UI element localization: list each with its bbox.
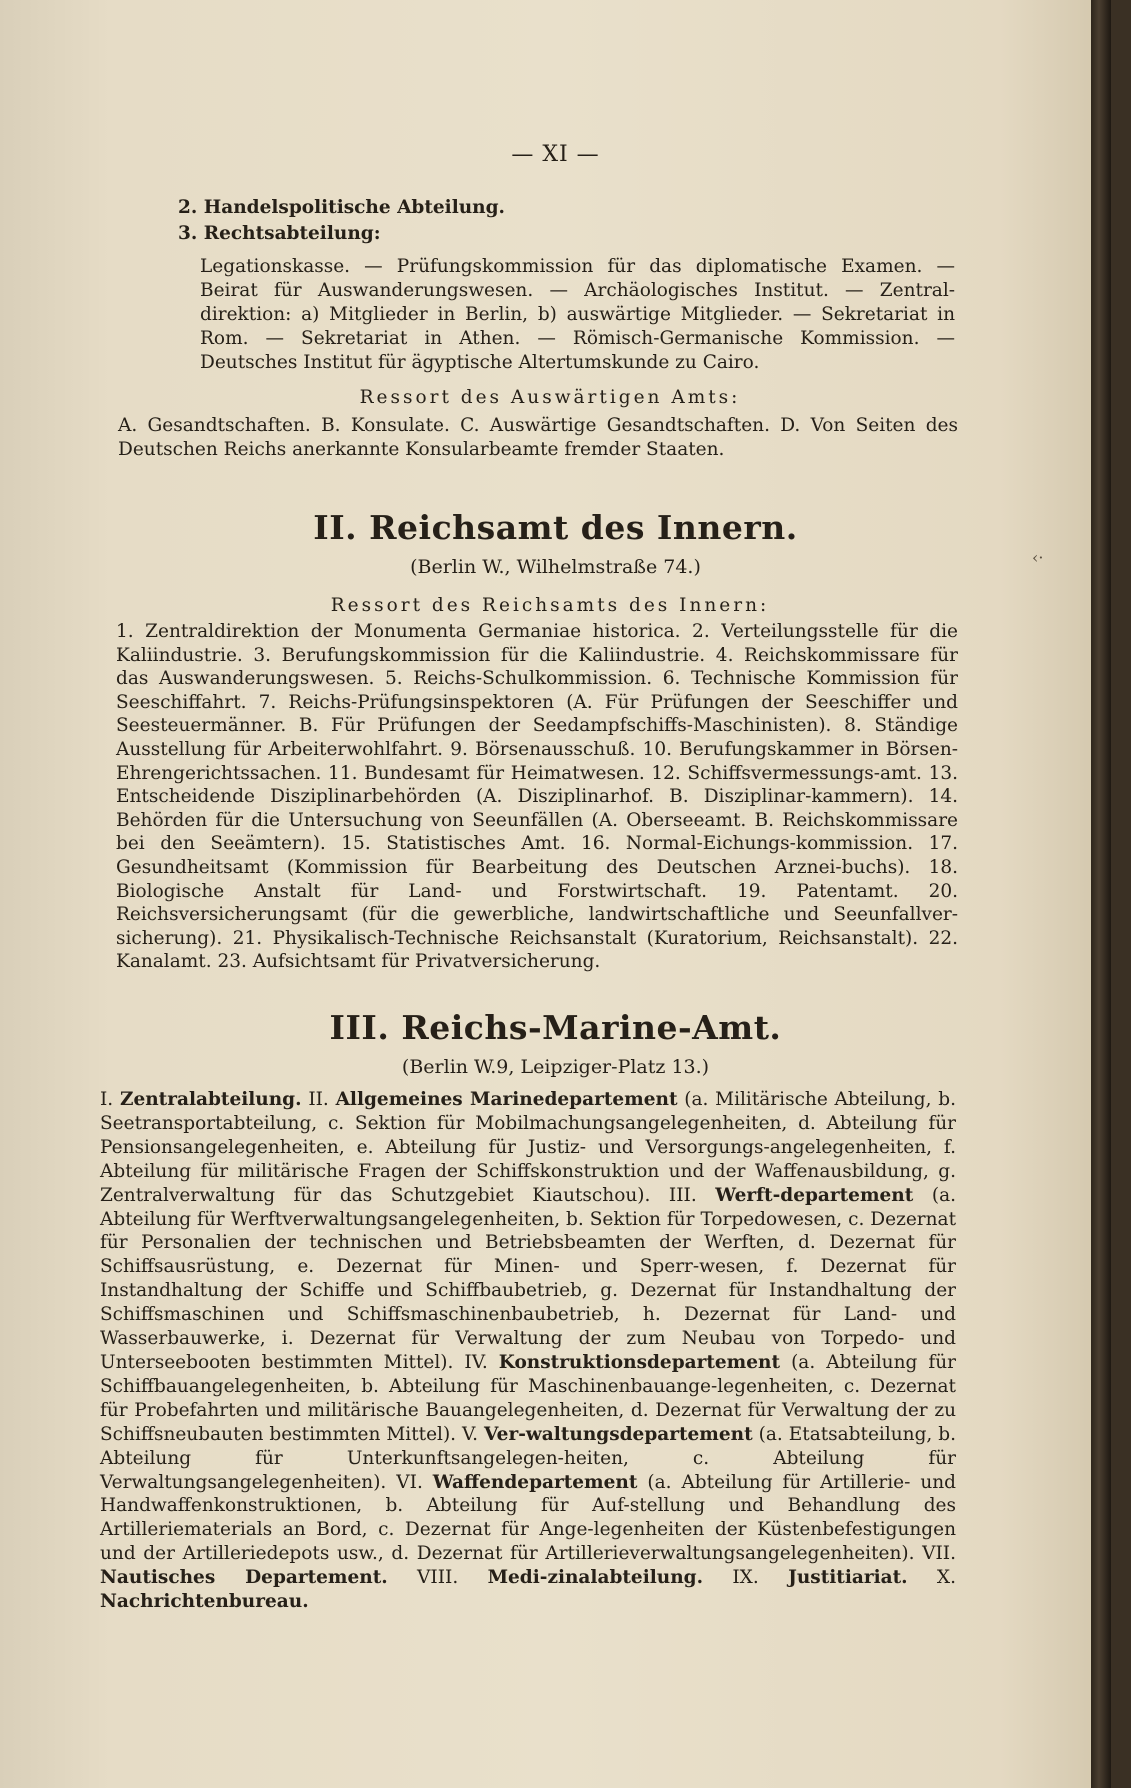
department-text: (a. Abteilung für Schiffbauangelegenheiten, b. Abteilung für Maschinenbauange-legenheiten, c. Dezernat für Probefahrten und militärische Bauangelegenheiten, d. Dezernat für Verwaltung der zu Schiffsneubauten bestimmten Mittel). V. — [100, 1351, 956, 1445]
department-text: II. — [301, 1089, 336, 1110]
margin-mark: ‹· — [1032, 548, 1044, 567]
section-title-reichs-marine-amt: III. Reichs-Marine-Amt. — [329, 1008, 782, 1047]
department-text: IX. — [703, 1567, 789, 1589]
ressort-auswaertiges-amt-heading: Ressort des Auswärtigen Amts: — [359, 387, 741, 408]
page-number: — XI — — [511, 142, 600, 167]
ressort-innern-body: 1. Zentraldirektion der Monumenta Germaniae historica. 2. Verteilungsstelle für die Kaliindustrie. 3. Berufungskommission für die Kaliindustrie. 4. Reichskommissare für das Auswanderungswesen. 5. Reichs-Schulkommission. 6. Technische Kommission für Seeschiffahrt. 7. Reichs-Prüfungsinspektoren (A. Für Prüfungen der Seeschiffer und Seesteuermänner. B. Für Prüfungen der Seedampfschiffs-Maschinisten). 8. Ständige Ausstellung für Arbeiterwohlfahrt. 9. Börsenausschuß. 10. Berufungskammer in Börsen-Ehrengerichtssachen. 11. Bundesamt für Heimatwesen. 12. Schiffsvermessungs-amt. 13. Entscheidende Disziplinarbehörden (A. Disziplinarhof. B. Disziplinar-kammern). 14. Behörden für die Untersuchung von Seeunfällen (A. Oberseeamt. B. Reichskommissare bei den Seeämtern). 15. Statistisches Amt. 16. Normal-Eichungs-kommission. 17. Gesundheitsamt (Kommission für Bearbeitung des Deutschen Arznei-buchs). 18. Biologische Anstalt für Land- und Forstwirtschaft. 19. Patentamt. 20. Reichsversicherungsamt (für die gewerbliche, landwirtschaftliche und Seeunfallver-sicherung). 21. Physikalisch-Technische Reichsanstalt (Kuratorium, Reichsanstalt). 22. Kanalamt. 23. Aufsichtsamt für Privatversicherung. — [116, 621, 958, 973]
department-text: VIII. — [387, 1567, 488, 1589]
section-address-reichsamt-des-innern: (Berlin W., Wilhelmstraße 74.) — [410, 556, 701, 578]
department-name: Werft-departement — [715, 1184, 914, 1206]
book-edge — [1091, 0, 1111, 1788]
department-name: Zentralabteilung. — [119, 1089, 302, 1110]
rechtsabteilung-body: Legationskasse. — Prüfungskommission für das diplomatische Examen. — Beirat für Auswanderungswesen. — Archäologisches Institut. — Zentral-direktion: a) Mitglieder in Berlin, b) auswärtige Mitglieder. — Sekretariat in Rom. — Sekretariat in Athen. — Römisch-Germanische Kommission. — Deutsches Institut für ägyptische Altertumskunde zu Cairo. — [200, 256, 955, 373]
department-name: Medi-zinalabteilung. — [487, 1567, 704, 1589]
item-handelspolitische-abteilung: 2. Handelspolitische Abteilung. — [178, 197, 506, 218]
department-text: (a. Etatsabteilung, b. Abteilung für Unterkunftsangelegen-heiten, c. Abteilung für Verwaltungsangelegenheiten). VI. — [100, 1423, 957, 1493]
department-name: Waffendepartement — [432, 1471, 638, 1493]
section-address-reichs-marine-amt: (Berlin W.9, Leipziger-Platz 13.) — [401, 1056, 710, 1078]
department-text: X. — [907, 1567, 956, 1589]
department-name: Ver-waltungsdepartement — [484, 1423, 753, 1445]
section-title-reichsamt-des-innern: II. Reichsamt des Innern. — [313, 508, 798, 547]
ressort-innern-heading: Ressort des Reichsamts des Innern: — [330, 595, 770, 616]
department-name: Nautisches Departement. — [100, 1567, 388, 1589]
department-name: Nachrichtenbureau. — [100, 1591, 309, 1613]
department-text: I. — [100, 1089, 120, 1110]
department-text: (a. Militärische Abteilung, b. Seetransportabteilung, c. Sektion für Mobilmachungsangelegenheiten, d. Abteilung für Pensionsangelegenheiten, e. Abteilung für Justiz- und Versorgungs-angelegenheiten, f. Abteilung für militärische Fragen der Schiffskonstruktion und der Waffenausbildung, g. Zentralverwaltung für das Schutzgebiet Kiautschou). III. — [100, 1089, 956, 1206]
ressort-auswaertiges-amt-body: A. Gesandtschaften. B. Konsulate. C. Auswärtige Gesandtschaften. D. Von Seiten des Deutschen Reichs anerkannte Konsularbeamte fremder Staaten. — [118, 415, 958, 460]
department-name: Allgemeines Marinedepartement — [335, 1089, 678, 1110]
item-rechtsabteilung: 3. Rechtsabteilung: — [178, 223, 381, 244]
department-name: Konstruktionsdepartement — [498, 1351, 781, 1373]
reichs-marine-amt-body — [100, 1088, 956, 1614]
department-text: (a. Abteilung für Werftverwaltungsangelegenheiten, b. Sektion für Torpedowesen, c. Dezernat für Personalien der technischen und Betriebsbeamten der Werften, d. Dezernat für Schiffsausrüstung, e. Dezernat für Minen- und Sperr-wesen, f. Dezernat für Instandhaltung der Schiffe und Schiffbaubetrieb, g. Dezernat für Instandhaltung der Schiffsmaschinen und Schiffsmaschinenbaubetrieb, h. Dezernat für Land- und Wasserbauwerke, i. Dezernat für Verwaltung der zum Neubau von Torpedo- und Unterseebooten bestimmten Mittel). IV. — [100, 1184, 956, 1373]
department-name: Justitiariat. — [788, 1567, 908, 1589]
department-text: (a. Abteilung für Artillerie- und Handwaffenkonstruktionen, b. Abteilung für Auf-stellung und Behandlung des Artilleriematerials an Bord, c. Dezernat für Ange-legenheiten der Küstenbefestigungen und der Artilleriedepots usw., d. Dezernat für Artillerieverwaltungsangelegenheiten). VII. — [100, 1471, 956, 1565]
